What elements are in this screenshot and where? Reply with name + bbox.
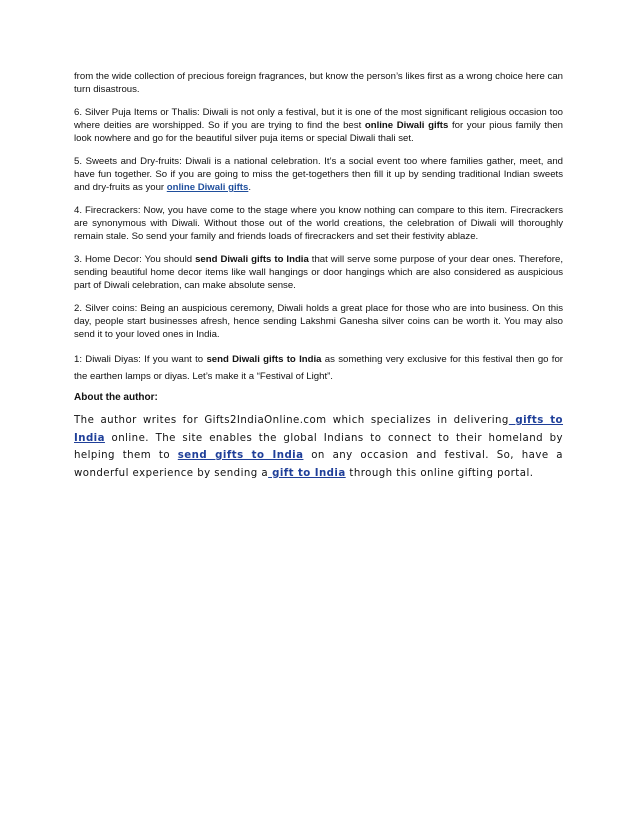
online-diwali-gifts-link[interactable]: online Diwali gifts bbox=[166, 182, 249, 193]
firecrackers-text: 4. Firecrackers: Now, you have come to the stage where you know nothing can compare to this item. Firecrackers are synonymous with Diwali. Without those out of the world creations, the celebration of Diwali will thoroughly remain stale. So send your family and friends loads of firecrackers and set their festivity ablaze. bbox=[74, 205, 563, 242]
gifts-to-india-link[interactable]: gifts to India bbox=[74, 415, 564, 444]
home-decor-text-start: 3. Home Decor: You should bbox=[74, 254, 196, 265]
silver-puja-paragraph bbox=[74, 106, 563, 145]
gift-to-india-link[interactable]: gift to India bbox=[268, 467, 346, 479]
silver-coins-paragraph bbox=[74, 302, 563, 341]
send-diwali-gifts-bold-2: send Diwali gifts to India bbox=[206, 354, 322, 365]
send-gifts-to-india-link[interactable]: send gifts to India bbox=[177, 450, 304, 461]
silver-puja-text-start: 6. Silver Puja Items or Thalis: Diwali is not only a festival, but it is one of the most significant religious occasion too where deities are worshipped. So if you are trying to find the best bbox=[74, 107, 563, 131]
author-text-1: The author writes for Gifts2IndiaOnline.com which specializes in delivering bbox=[74, 415, 509, 426]
intro-paragraph bbox=[74, 70, 563, 96]
diyas-paragraph bbox=[74, 351, 563, 385]
online-diwali-gifts-bold: online Diwali gifts bbox=[364, 120, 449, 131]
sweets-paragraph bbox=[74, 155, 563, 194]
sweets-text-start: 5. Sweets and Dry-fruits: Diwali is a national celebration. It’s a social event too where families gather, meet, and have fun together. So if you are going to miss the get-togethers then fill it up by sending traditional Indian sweets and dry-fruits as your bbox=[74, 156, 563, 193]
author-text-3: on any occasion and festival. So, have a wonderful experience by sending a bbox=[74, 450, 564, 479]
send-diwali-gifts-bold: send Diwali gifts to India bbox=[195, 254, 309, 265]
author-paragraph bbox=[74, 412, 563, 482]
diyas-text-start: 1: Diwali Diyas: If you want to bbox=[74, 354, 207, 365]
author-text-4: through this online gifting portal. bbox=[345, 467, 534, 479]
sweets-text-end: . bbox=[248, 182, 252, 193]
silver-coins-text: 2. Silver coins: Being an auspicious ceremony, Diwali holds a great place for those who are into business. On this day, people start businesses afresh, hence sending Lakshmi Ganesha silver coins can be worth it. You may also send it to your loved ones in India. bbox=[74, 303, 563, 340]
diyas-text-end: as something very exclusive for this festival then go for the earthen lamps or diyas. Let’s make it a “Festival of Light”. bbox=[74, 354, 564, 382]
about-author-heading: About the author: bbox=[74, 392, 158, 403]
silver-puja-text-end: for your pious family then look nowhere and go for the beautiful silver puja items or special Diwali thali set. bbox=[74, 120, 563, 144]
author-text-2: online. The site enables the global Indians to connect to their homeland by helping them to bbox=[74, 432, 563, 461]
firecrackers-paragraph bbox=[74, 204, 563, 243]
home-decor-text-end: that will serve some purpose of your dear ones. Therefore, sending beautiful home decor items like wall hangings or door hangings which are also considered as auspicious part of Diwali celebration, can make absolute sense. bbox=[74, 254, 563, 291]
intro-text: from the wide collection of precious foreign fragrances, but know the person’s likes first as a wrong choice here can turn disastrous. bbox=[74, 71, 563, 95]
document-page bbox=[74, 70, 563, 482]
home-decor-paragraph bbox=[74, 253, 563, 292]
